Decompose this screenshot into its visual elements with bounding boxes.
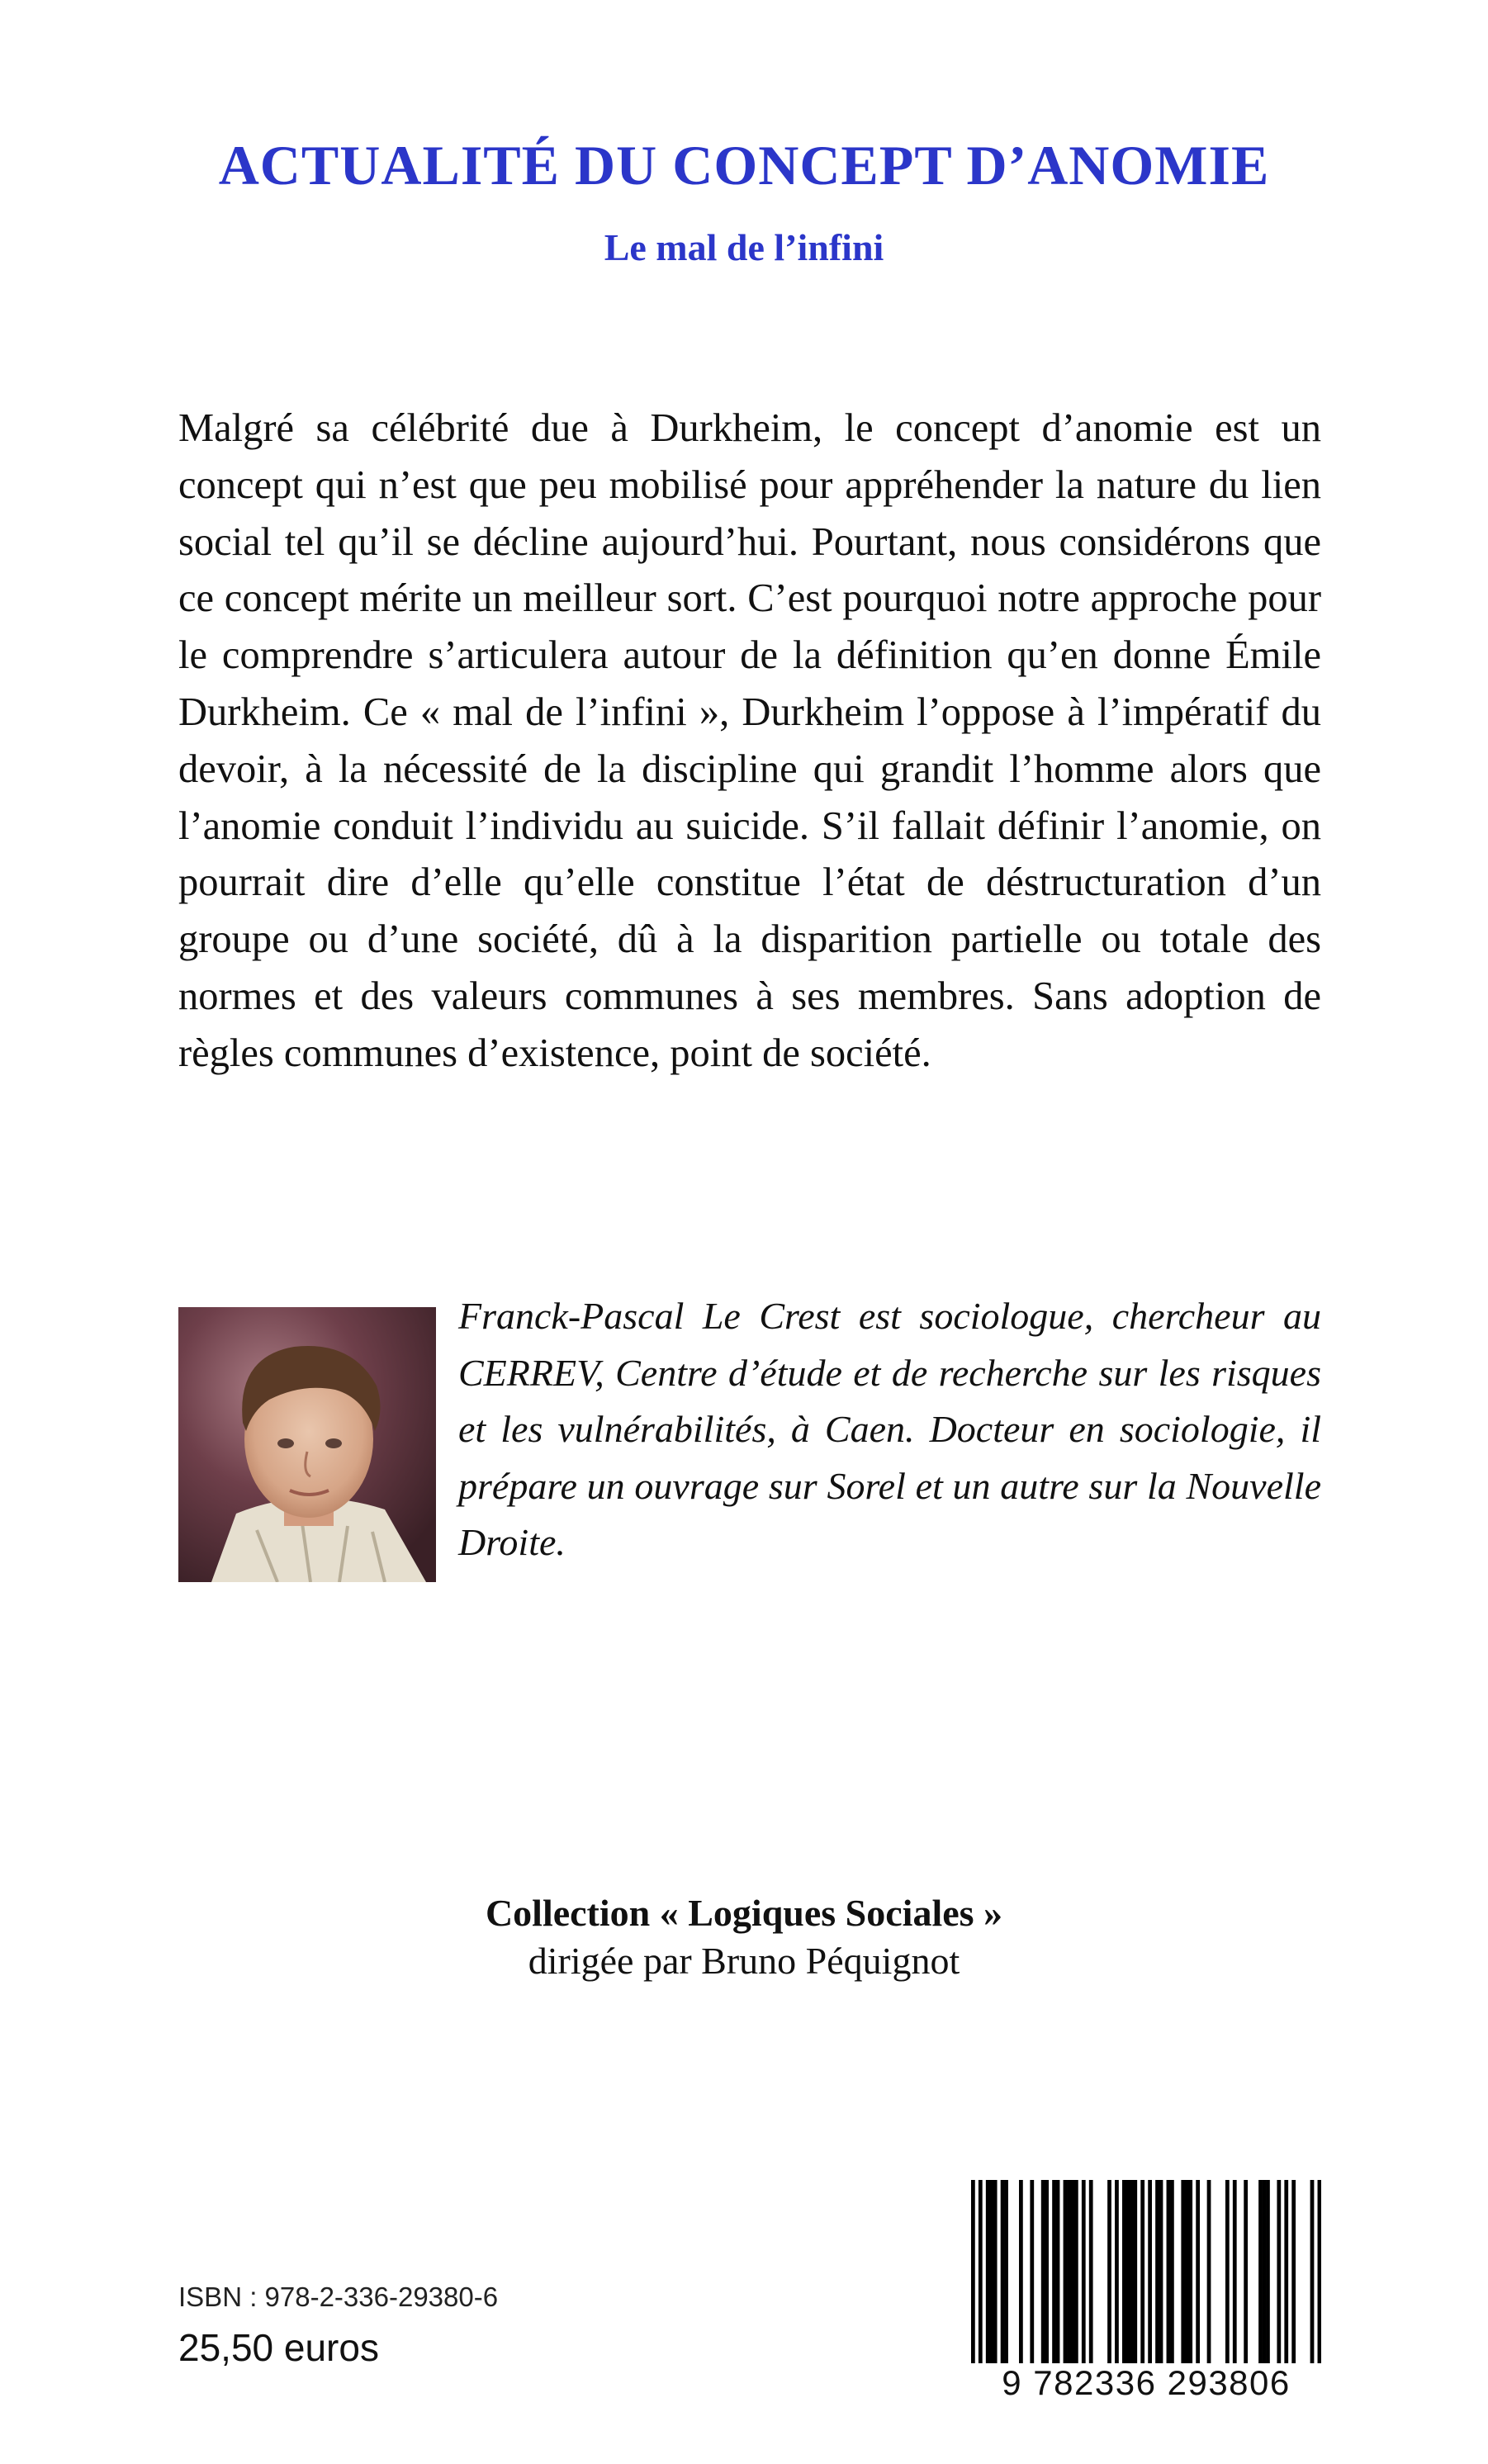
barcode — [971, 2180, 1321, 2403]
barcode-bar — [1196, 2180, 1200, 2363]
barcode-bar — [1225, 2180, 1230, 2363]
barcode-bar — [1277, 2180, 1281, 2363]
barcode-bar — [1188, 2180, 1192, 2363]
barcode-bar — [1181, 2180, 1185, 2363]
barcode-bar — [1074, 2180, 1078, 2363]
barcode-bar — [1159, 2180, 1163, 2363]
barcode-bar — [1133, 2180, 1137, 2363]
barcode-bar — [1089, 2180, 1093, 2363]
barcode-bar — [1148, 2180, 1152, 2363]
barcode-bar — [1082, 2180, 1086, 2363]
barcode-bar — [1140, 2180, 1144, 2363]
barcode-bar — [1030, 2180, 1034, 2363]
barcode-bar — [1041, 2180, 1045, 2363]
barcode-bar — [1125, 2180, 1130, 2363]
collection-info — [0, 1889, 1488, 1985]
barcode-bar — [1056, 2180, 1060, 2363]
barcode-bar — [1001, 2180, 1005, 2363]
barcode-bar — [971, 2180, 975, 2363]
barcode-bar — [989, 2180, 993, 2363]
barcode-digits: 9 782336 293806 — [1002, 2363, 1291, 2402]
barcode-bar — [1170, 2180, 1174, 2363]
isbn: ISBN : 978-2-336-29380-6 — [178, 2282, 499, 2312]
author-portrait-icon — [178, 1307, 436, 1582]
author-portrait — [178, 1307, 436, 1582]
barcode-bar — [1233, 2180, 1237, 2363]
barcode-bar — [1258, 2180, 1263, 2363]
barcode-bar — [1067, 2180, 1071, 2363]
barcode-bar — [993, 2180, 998, 2363]
collection-name: Collection « Logiques Sociales » — [485, 1892, 1003, 1934]
author-bio: Franck-Pascal Le Crest est sociologue, chercheur au CERREV, Centre d’étude et de recherche sur les risques et les vulnérabilités, à Caen. Docteur en sociologie, il prépare un ouvrage sur Sorel et un autre sur la Nouvelle Droite. — [458, 1295, 1321, 1563]
barcode-bar — [1263, 2180, 1267, 2363]
book-subtitle: Le mal de l’infini — [604, 226, 884, 268]
barcode-bar — [1244, 2180, 1248, 2363]
price: 25,50 euros — [178, 2326, 379, 2369]
barcode-bar — [1071, 2180, 1075, 2363]
barcode-bar — [1004, 2180, 1008, 2363]
barcode-bar — [1266, 2180, 1270, 2363]
barcode-bar — [1052, 2180, 1056, 2363]
barcode-bar — [1064, 2180, 1068, 2363]
back-cover-summary: Malgré sa célébrité due à Durkheim, le concept d’anomie est un concept qui n’est que peu mobilisé pour appréhender la nature du lien social tel qu’il se décline aujourd’hui. Pourtant, nous considérons que ce concept mérite un meilleur sort. C’est pourquoi notre approche pour le comprendre s’articulera autour de la définition qu’en donne Émile Durkheim. Ce « mal de l’infini », Durkheim l’oppose à l’impératif du devoir, à la nécessité de la discipline qui grandit l’homme alors que l’anomie conduit l’individu au suicide. S’il fallait définir l’anomie, on pourrait dire d’elle qu’elle constitue l’état de déstructuration d’un groupe ou d’une société, dû à la disparition partielle ou totale des normes et des valeurs communes à ses membres. Sans adoption de règles communes d’existence, point de société. — [178, 406, 1321, 1075]
barcode-bar — [1122, 2180, 1126, 2363]
collection-director: dirigée par Bruno Péquignot — [528, 1940, 960, 1982]
barcode-bar — [1207, 2180, 1211, 2363]
barcode-bar — [1019, 2180, 1023, 2363]
barcode-bar — [979, 2180, 983, 2363]
barcode-bar — [1130, 2180, 1134, 2363]
barcode-bar — [1185, 2180, 1189, 2363]
barcode-bar — [1167, 2180, 1171, 2363]
ean13-barcode-icon — [971, 2180, 1321, 2363]
barcode-bar — [1155, 2180, 1159, 2363]
barcode-bar — [1107, 2180, 1111, 2363]
barcode-bar — [1291, 2180, 1296, 2363]
barcode-bar — [1310, 2180, 1315, 2363]
barcode-bar — [986, 2180, 990, 2363]
barcode-bar — [1318, 2180, 1321, 2363]
barcode-bar — [1284, 2180, 1288, 2363]
barcode-bar — [1045, 2180, 1049, 2363]
book-title: ACTUALITÉ DU CONCEPT D’ANOMIE — [218, 134, 1270, 197]
barcode-bar — [1115, 2180, 1119, 2363]
